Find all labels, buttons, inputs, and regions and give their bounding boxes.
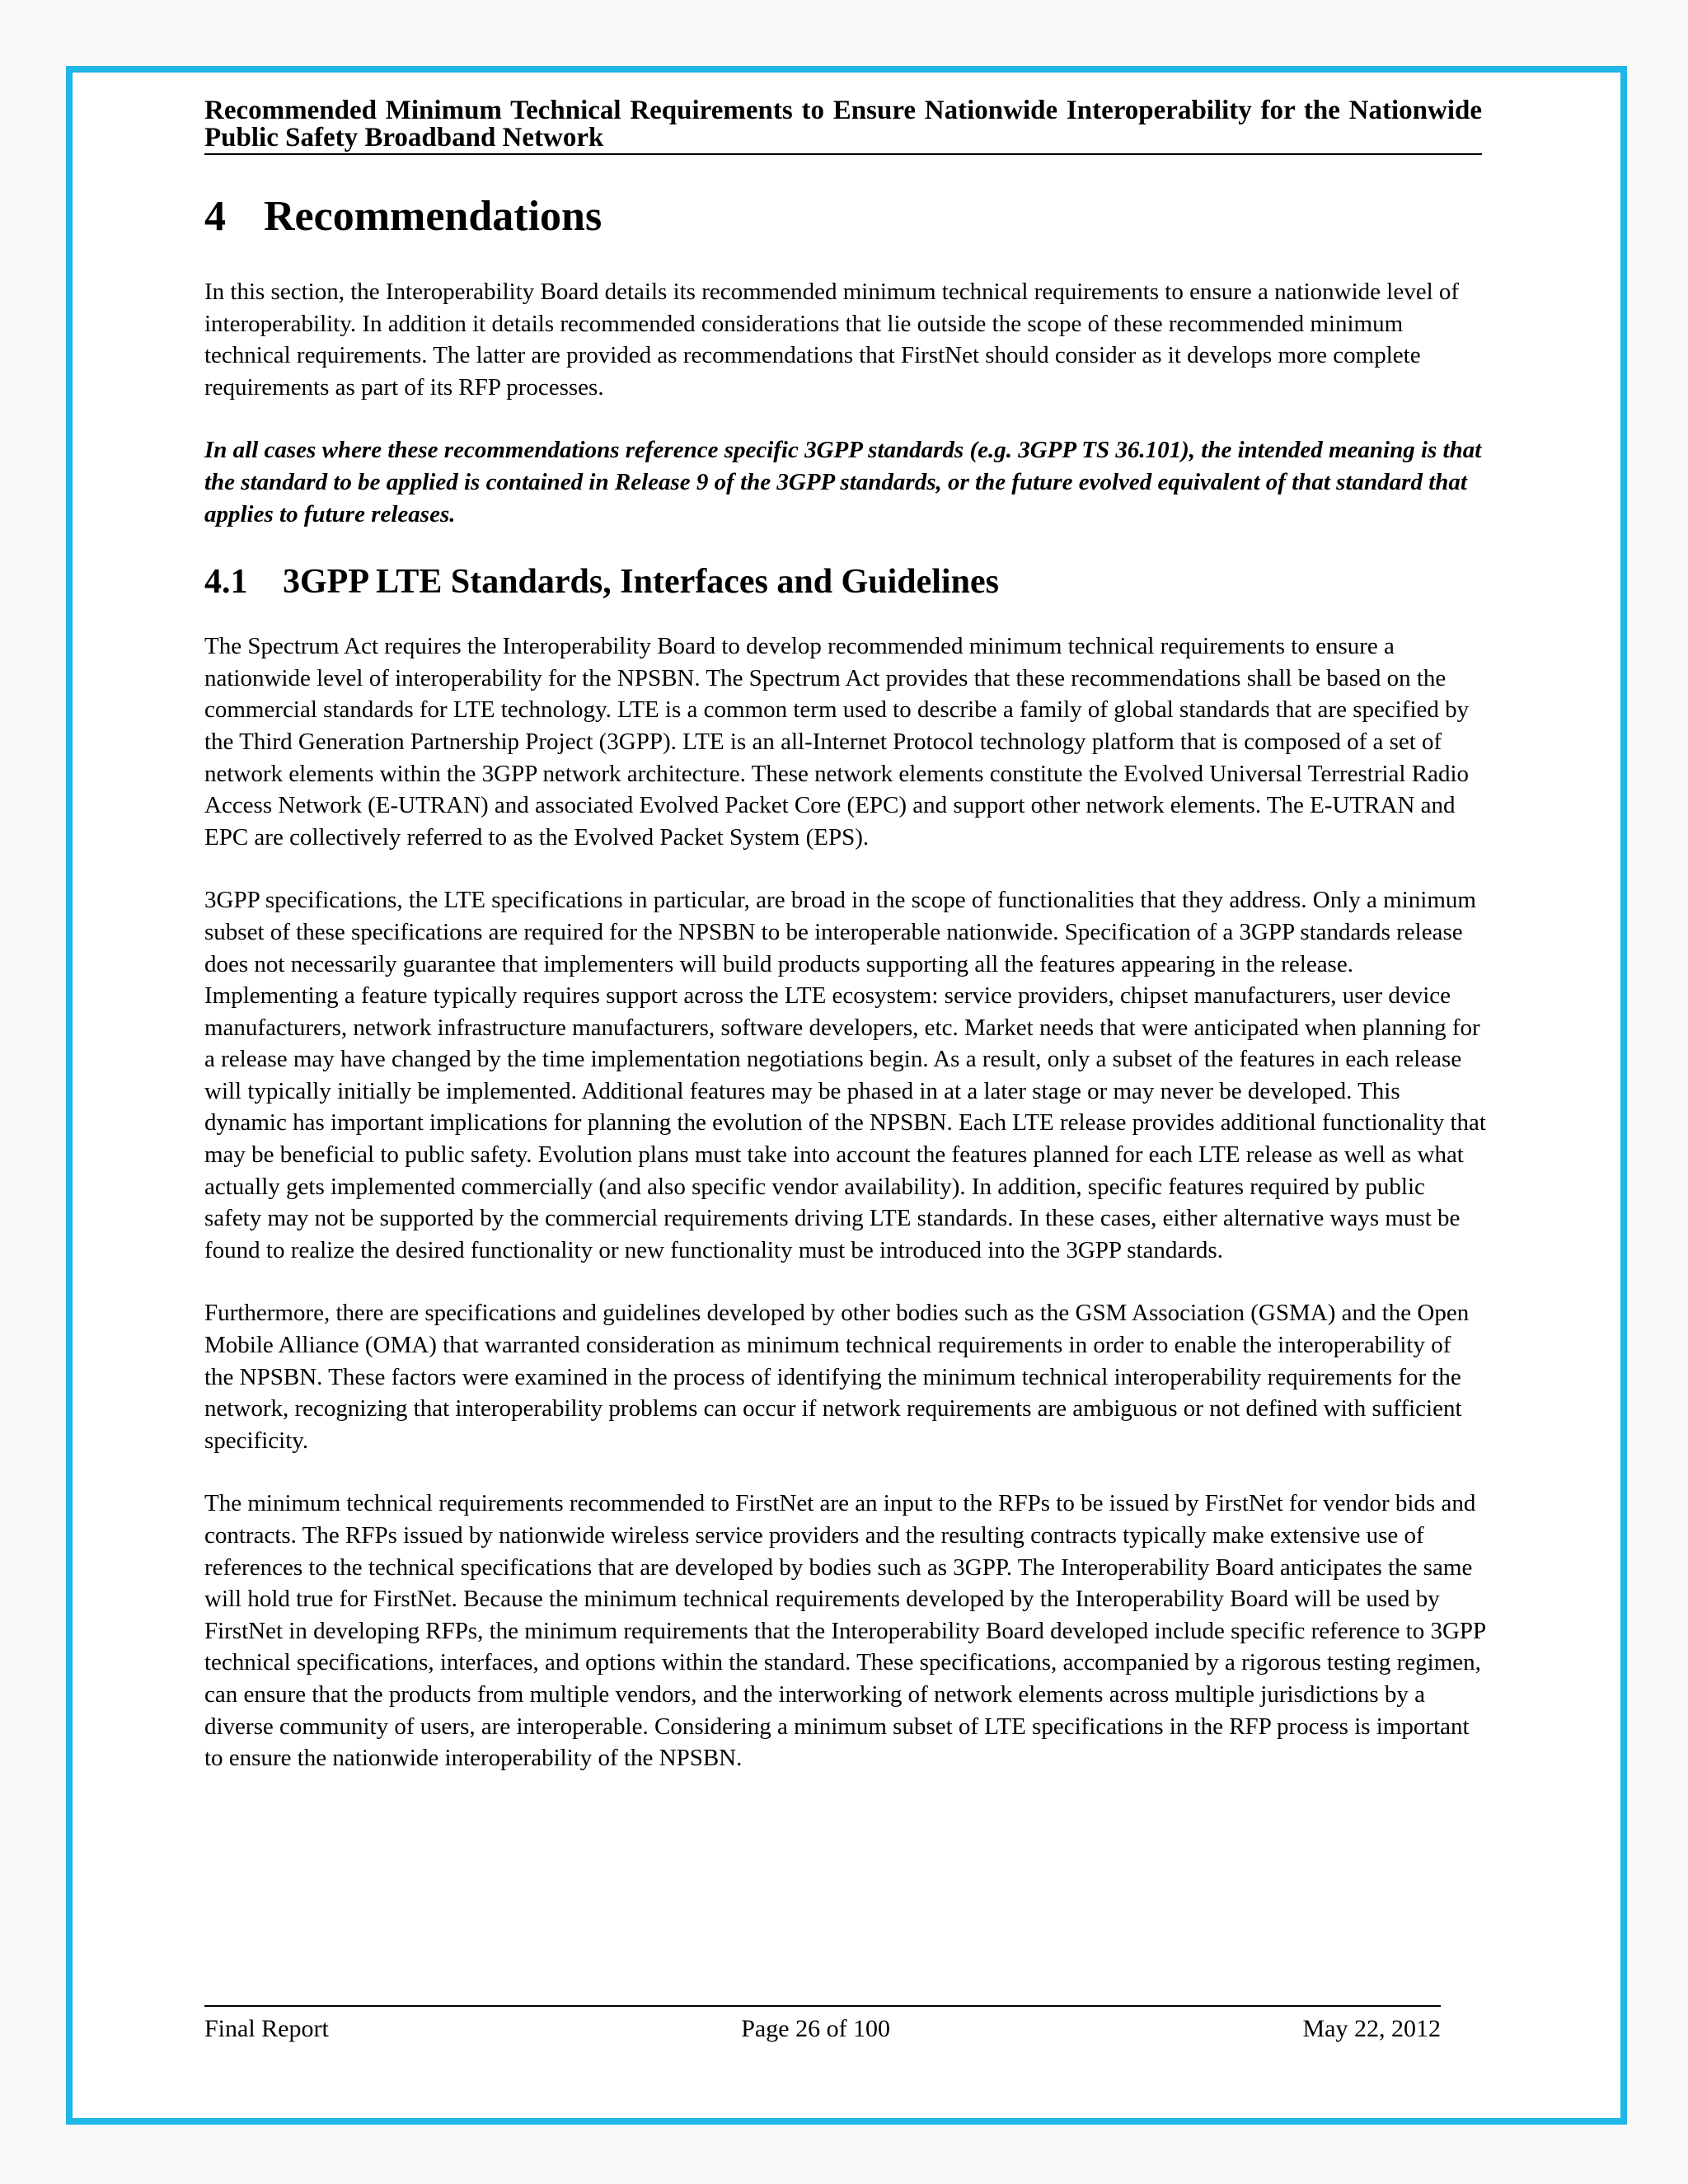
section-title: Recommendations [264,193,603,240]
section-number: 4 [204,193,226,240]
footer-page-number: Page 26 of 100 [741,2015,891,2042]
footer-report-label: Final Report [204,2015,329,2042]
paragraph-other-bodies: Furthermore, there are specifications and guidelines developed by other bodies such as the GSM Association (GSMA) and the Open Mobile Alliance (OMA) that warranted consideration as minimum technical requirements in order to enable the interoperability of the NPSBN. These factors were examined in the process of identifying the minimum technical interoperability requirements for the network, recognizing that interoperability problems can occur if network requirements are ambiguous or not defined with sufficient specificity. [204,1300,1470,1454]
header-title: Recommended Minimum Technical Requirements to Ensure Nationwide Interoperability for the Nationwide Public Safety Broadband Network [204,96,1482,152]
subsection-number: 4.1 [204,563,248,602]
subsection-title: 3GPP LTE Standards, Interfaces and Guidelines [283,563,999,602]
page-content [204,192,1486,1806]
paragraph-3gpp-specifications: 3GPP specifications, the LTE specifications in particular, are broad in the scope of functionalities that they address. Only a minimum subset of these specifications are required for the NPSBN to be interoperable nationwide. Specification of a 3GPP standards release does not necessarily guarantee that implementers will build products supporting all the features appearing in the release. Implementing a feature typically requires support across the LTE ecosystem: service providers, chipset manufacturers, user device manufacturers, network infrastructure manufacturers, software developers, etc. Market needs that were anticipated when planning for a release may have changed by the time implementation negotiations begin. As a result, only a subset of the features in each release will typically initially be implemented. Additional features may be phased in at a later stage or may never be developed. This dynamic has important implications for planning the evolution of the NPSBN. Each LTE release provides additional functionality that may be beneficial to public safety. Evolution plans must take into account the features planned for each LTE release as well as what actually gets implemented commercially (and also specific vendor availability). In addition, specific features required by public safety may not be supported by the commercial requirements driving LTE standards. In these cases, either alternative ways must be found to realize the desired functionality or new functionality must be introduced into the 3GPP standards. [204,887,1486,1263]
page-footer [204,2005,1441,2043]
page-frame [66,66,1627,2125]
footer-date: May 22, 2012 [1302,2015,1441,2042]
paragraph-spectrum-act: The Spectrum Act requires the Interoperability Board to develop recommended minimum technical requirements to ensure a nationwide level of interoperability for the NPSBN. The Spectrum Act provides that these recommendations shall be based on the commercial standards for LTE technology. LTE is a common term used to describe a family of global standards that are specified by the Third Generation Partnership Project (3GPP). LTE is an all-Internet Protocol technology platform that is composed of a set of network elements within the 3GPP network architecture. These network elements constitute the Evolved Universal Terrestrial Radio Access Network (E-UTRAN) and associated Evolved Packet Core (EPC) and support other network elements. The E-UTRAN and EPC are collectively referred to as the Evolved Packet System (EPS). [204,633,1470,851]
standards-note: In all cases where these recommendations reference specific 3GPP standards (e.g. 3GPP TS 36.101), the intended meaning is that the standard to be applied is contained in Release 9 of the 3GPP standards, or the future evolved equivalent of that standard that applies to future releases. [204,437,1482,527]
section-heading [204,192,1486,241]
paragraph-rfp-inputs: The minimum technical requirements recommended to FirstNet are an input to the RFPs to be issued by FirstNet for vendor bids and contracts. The RFPs issued by nationwide wireless service providers and the resulting contracts typically make extensive use of references to the technical specifications that are developed by bodies such as 3GPP. The Interoperability Board anticipates the same will hold true for FirstNet. Because the minimum technical requirements developed by the Interoperability Board will be used by FirstNet in developing RFPs, the minimum requirements that the Interoperability Board developed include specific reference to 3GPP technical specifications, interfaces, and options within the standard. These specifications, accompanied by a rigorous testing regimen, can ensure that the products from multiple vendors, and the interworking of network elements across multiple jurisdictions by a diverse community of users, are interoperable. Considering a minimum subset of LTE specifications in the RFP process is important to ensure the nationwide interoperability of the NPSBN. [204,1490,1486,1772]
subsection-heading [204,561,1486,602]
running-header [204,97,1482,155]
section-intro: In this section, the Interoperability Board details its recommended minimum technical requirements to ensure a nationwide level of interoperability. In addition it details recommended considerations that lie outside the scope of these recommended minimum technical requirements. The latter are provided as recommendations that FirstNet should consider as it develops more complete requirements as part of its RFP processes. [204,279,1460,401]
